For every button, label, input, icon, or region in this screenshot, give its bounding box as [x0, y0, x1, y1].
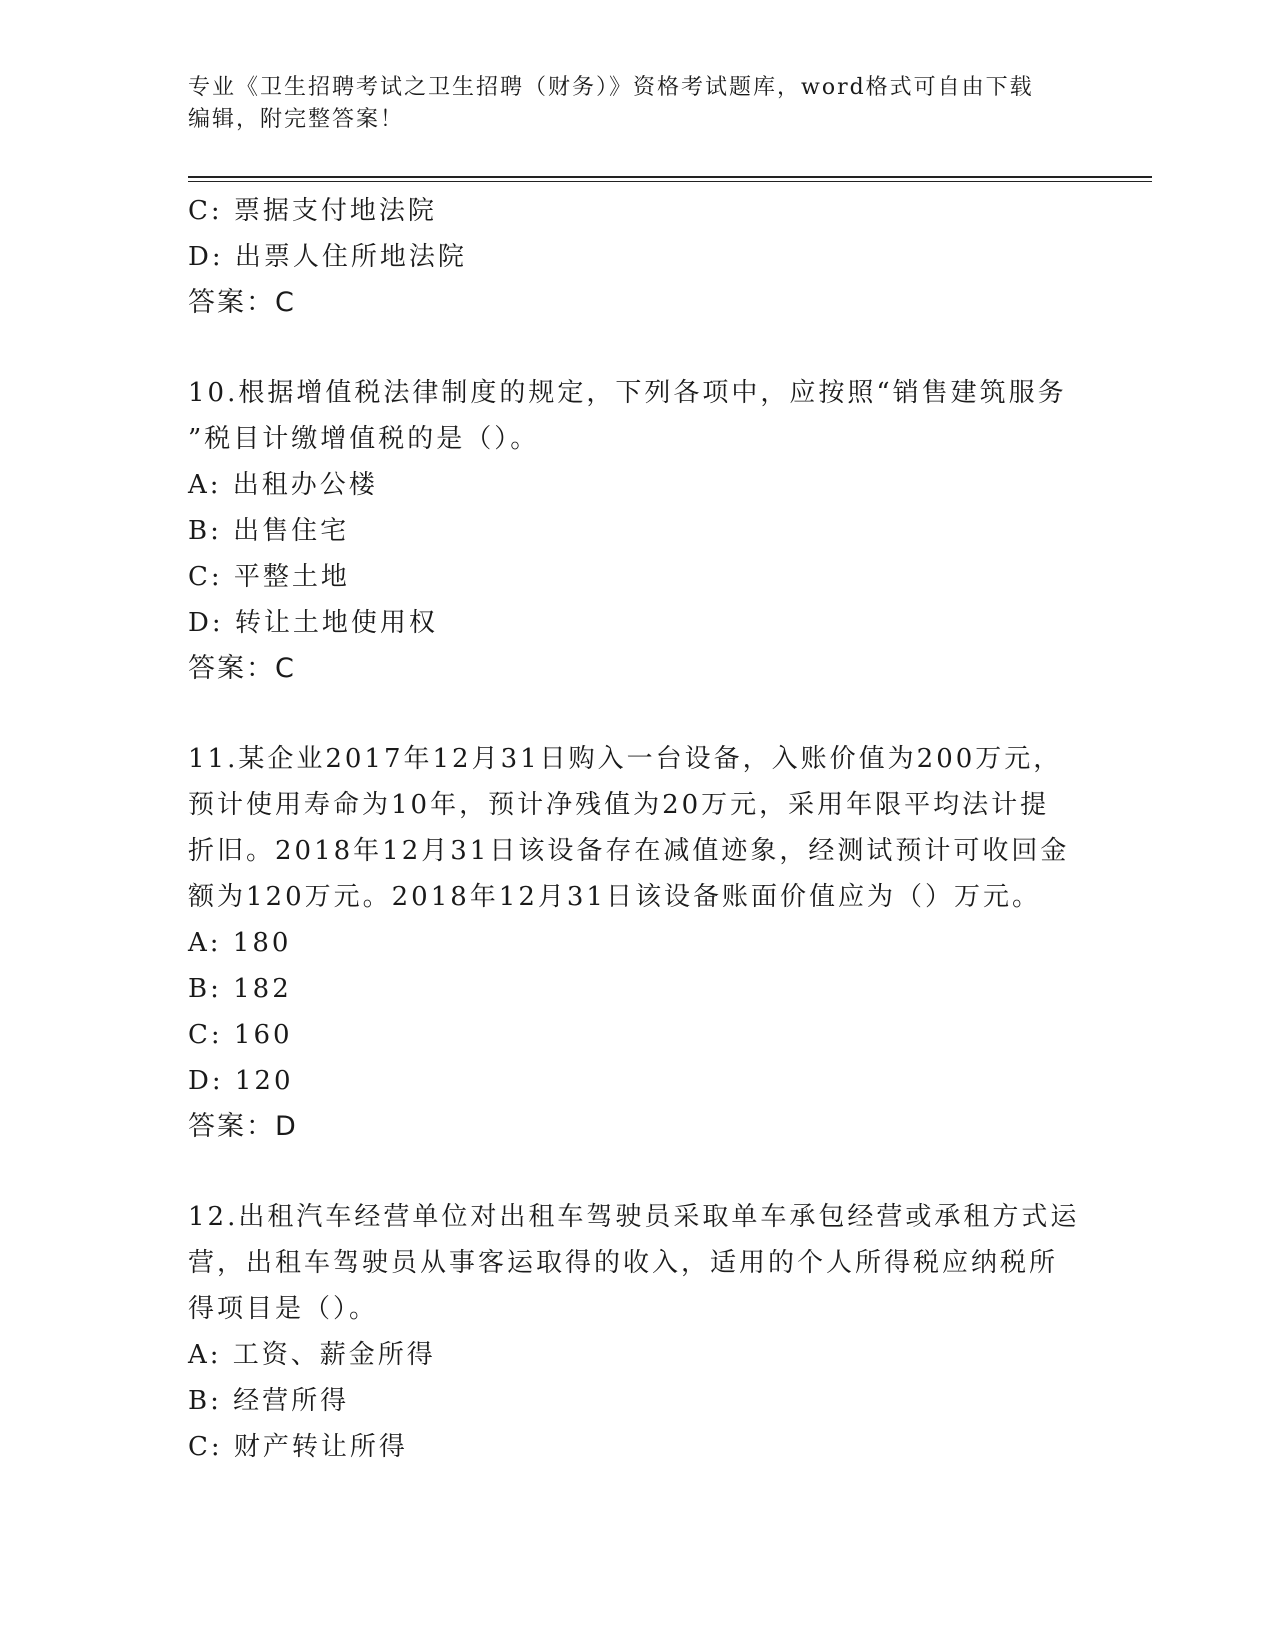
answer: 答案：C: [188, 287, 296, 318]
question-stem-line: 折旧。2018年12月31日该设备存在减值迹象，经测试预计可收回金: [188, 836, 1070, 866]
question-content: [188, 188, 1088, 1470]
question-11: [188, 736, 1088, 1150]
option-c: C: 票据支付地法院: [188, 196, 437, 226]
question-stem-line: 得项目是（）。: [188, 1294, 379, 1324]
option-d: D: 120: [188, 1066, 294, 1096]
header-rule-thick: [188, 176, 1152, 178]
answer: 答案：D: [188, 1111, 298, 1142]
spacer: [188, 692, 1088, 736]
option-b: B: 经营所得: [188, 1386, 350, 1416]
option-c: C: 160: [188, 1020, 293, 1050]
option-c: C: 平整土地: [188, 562, 350, 592]
spacer: [188, 1150, 1088, 1194]
question-stem-line: 额为120万元。2018年12月31日该设备账面价值应为（）万元。: [188, 882, 1041, 912]
header-line-1: 专业《卫生招聘考试之卫生招聘（财务）》资格考试题库，word格式可自由下载: [188, 75, 1034, 100]
question-stem-line: 10.根据增值税法律制度的规定，下列各项中，应按照“销售建筑服务: [188, 378, 1067, 408]
question-stem-line: 预计使用寿命为10年，预计净残值为20万元，采用年限平均法计提: [188, 790, 1050, 820]
page-header: [188, 72, 1088, 136]
header-line-2: 编辑，附完整答案！: [188, 107, 405, 132]
prev-question-block: [188, 188, 1088, 326]
question-12: [188, 1194, 1088, 1470]
answer: 答案：C: [188, 653, 296, 684]
option-b: B: 出售住宅: [188, 516, 350, 546]
option-a: A: 180: [188, 928, 292, 958]
question-stem-line: 营，出租车驾驶员从事客运取得的收入，适用的个人所得税应纳税所: [188, 1248, 1059, 1278]
option-a: A: 工资、薪金所得: [188, 1340, 436, 1370]
option-d: D: 出票人住所地法院: [188, 242, 467, 272]
option-d: D: 转让土地使用权: [188, 608, 438, 638]
question-10: [188, 370, 1088, 692]
header-rule-thin: [188, 181, 1152, 182]
spacer: [188, 326, 1088, 370]
option-b: B: 182: [188, 974, 292, 1004]
option-a: A: 出租办公楼: [188, 470, 378, 500]
question-stem-line: 12.出租汽车经营单位对出租车驾驶员采取单车承包经营或承租方式运: [188, 1202, 1080, 1232]
question-stem-line: 11.某企业2017年12月31日购入一台设备，入账价值为200万元，: [188, 744, 1063, 774]
question-stem-line: ”税目计缴增值税的是（）。: [188, 424, 540, 454]
option-c: C: 财产转让所得: [188, 1432, 408, 1462]
